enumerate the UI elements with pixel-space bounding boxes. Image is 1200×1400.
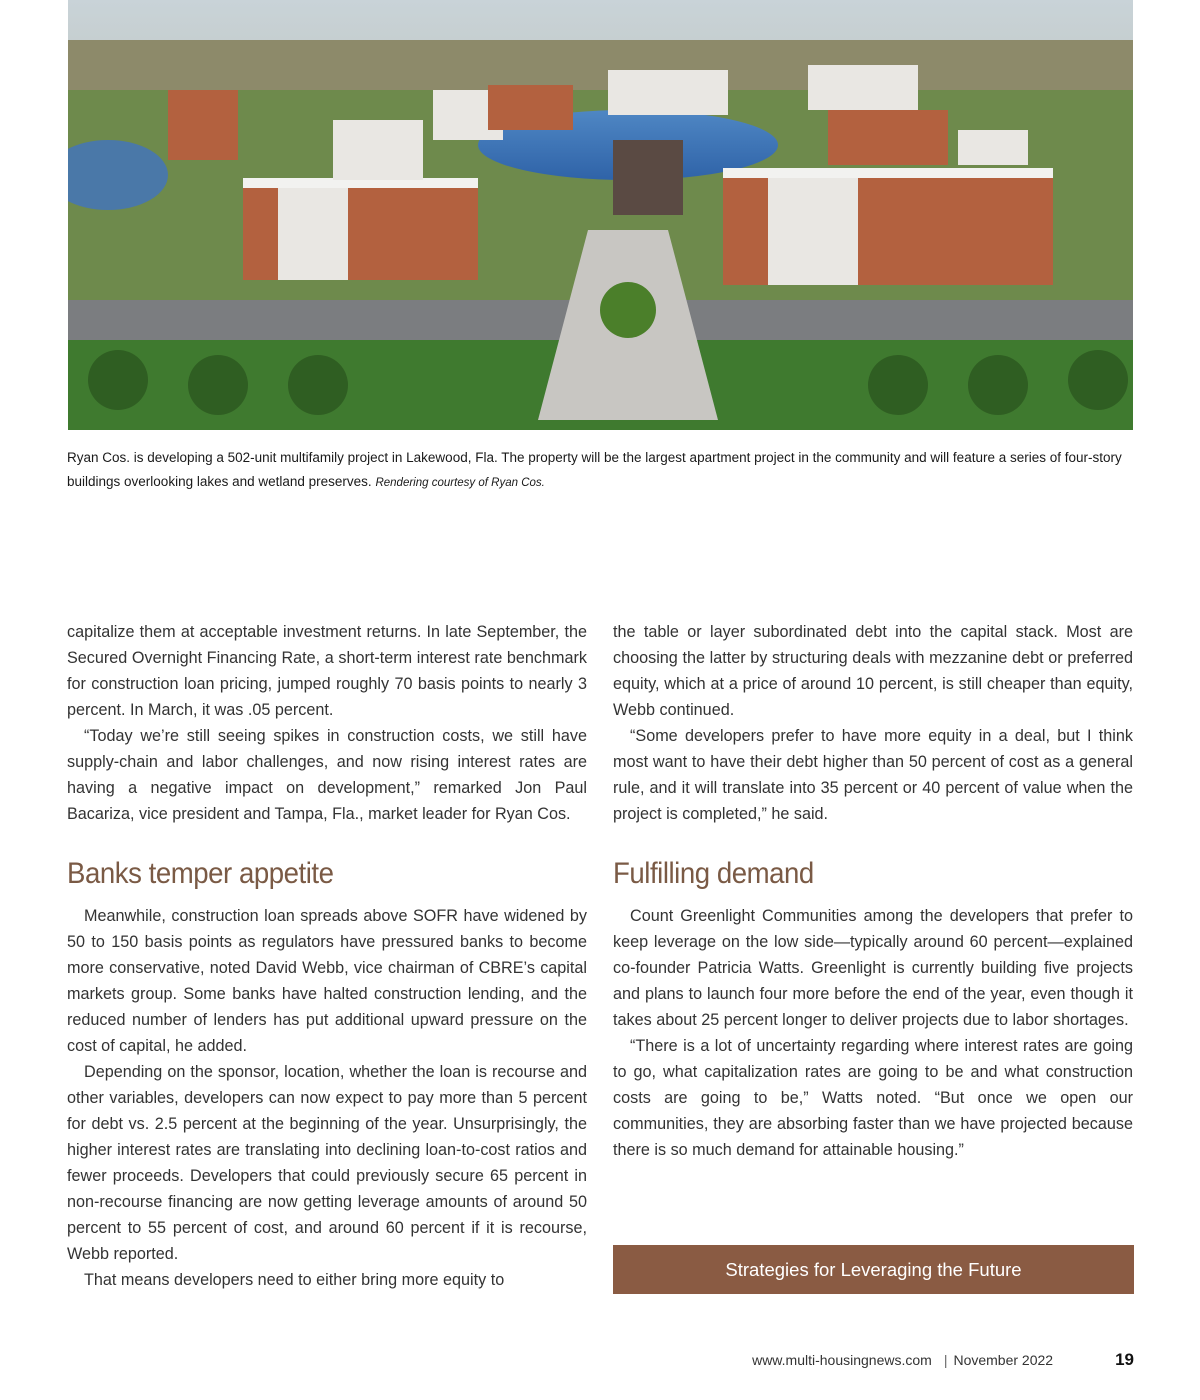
- caption-text: Ryan Cos. is developing a 502-unit multifamily project in Lakewood, Fla. The property will be the largest apartment project in the community and will feature a series of four-story buildings overlooking lakes and wetland preserves.: [67, 450, 1122, 489]
- sidebar-title: Strategies for Leveraging the Future: [725, 1258, 1022, 1280]
- sidebar-banner: [613, 1245, 1134, 1294]
- footer-date: November 2022: [953, 1352, 1054, 1368]
- photo-caption: [67, 446, 1137, 495]
- page-footer: [600, 1350, 1134, 1370]
- footer-separator: |: [943, 1352, 948, 1368]
- body-paragraph: Count Greenlight Communities among the developers that prefer to keep leverage on the low side—typically around 60 percent—explained co-founder Patricia Watts. Greenlight is currently building five projects and plans to launch four more before the end of the year, even though it takes about 25 percent longer to deliver projects due to labor shortages.: [613, 907, 1133, 1029]
- right-column: [613, 619, 1133, 1163]
- body-paragraph: “Today we’re still seeing spikes in construction costs, we still have supply-chain and labor challenges, and now rising interest rates are having a negative impact on development,” remarked Jon Paul Bacariza, vice president and Tampa, Fla., market leader for Ryan Cos.: [67, 727, 587, 823]
- body-paragraph: “Some developers prefer to have more equity in a deal, but I think most want to have their debt higher than 50 percent of cost as a general rule, and it will translate into 35 percent or 40 percent of value when the project is completed,” he said.: [613, 727, 1133, 823]
- body-paragraph: Meanwhile, construction loan spreads above SOFR have widened by 50 to 150 basis points as regulators have pressured banks to become more conservative, noted David Webb, vice chairman of CBRE’s capital markets group. Some banks have halted construction lending, and the reduced number of lenders has put additional upward pressure on the cost of capital, he added.: [67, 907, 587, 1055]
- body-paragraph: “There is a lot of uncertainty regarding where interest rates are going to go, what capitalization rates are going to be and what construction costs are going to be,” Watts noted. “But once we open our communities, they are absorbing faster than we have projected because there is so much demand for attainable housing.”: [613, 1037, 1133, 1159]
- section-heading-banks: Banks temper appetite: [67, 857, 334, 890]
- body-paragraph: That means developers need to either bring more equity to: [84, 1271, 505, 1289]
- footer-url[interactable]: www.multi-housingnews.com: [752, 1352, 932, 1368]
- left-column: [67, 619, 587, 1293]
- body-paragraph: Depending on the sponsor, location, whether the loan is recourse and other variables, developers can now expect to pay more than 5 percent for debt vs. 2.5 percent at the beginning of the year. Unsurprisingly, the higher interest rates are translating into declining loan-to-cost ratios and fewer proceeds. Developers that could previously secure 65 percent in non-recourse financing are now getting leverage amounts of around 50 percent to 55 percent of cost, and around 60 percent if it is recourse, Webb reported.: [67, 1063, 587, 1263]
- body-paragraph: the table or layer subordinated debt into the capital stack. Most are choosing the latter by structuring deals with mezzanine debt or preferred equity, which at a price of around 10 percent, is still cheaper than equity, Webb continued.: [613, 623, 1133, 719]
- body-paragraph: capitalize them at acceptable investment returns. In late September, the Secured Overnight Financing Rate, a short-term interest rate benchmark for construction loan pricing, jumped roughly 70 basis points to nearly 3 percent. In March, it was .05 percent.: [67, 623, 587, 719]
- apartment-rendering-image: [68, 0, 1133, 430]
- section-heading-demand: Fulfilling demand: [613, 857, 814, 890]
- page-number: 19: [1115, 1350, 1134, 1369]
- rendering-illustration: [68, 0, 1133, 430]
- caption-credit: Rendering courtesy of Ryan Cos.: [375, 477, 545, 489]
